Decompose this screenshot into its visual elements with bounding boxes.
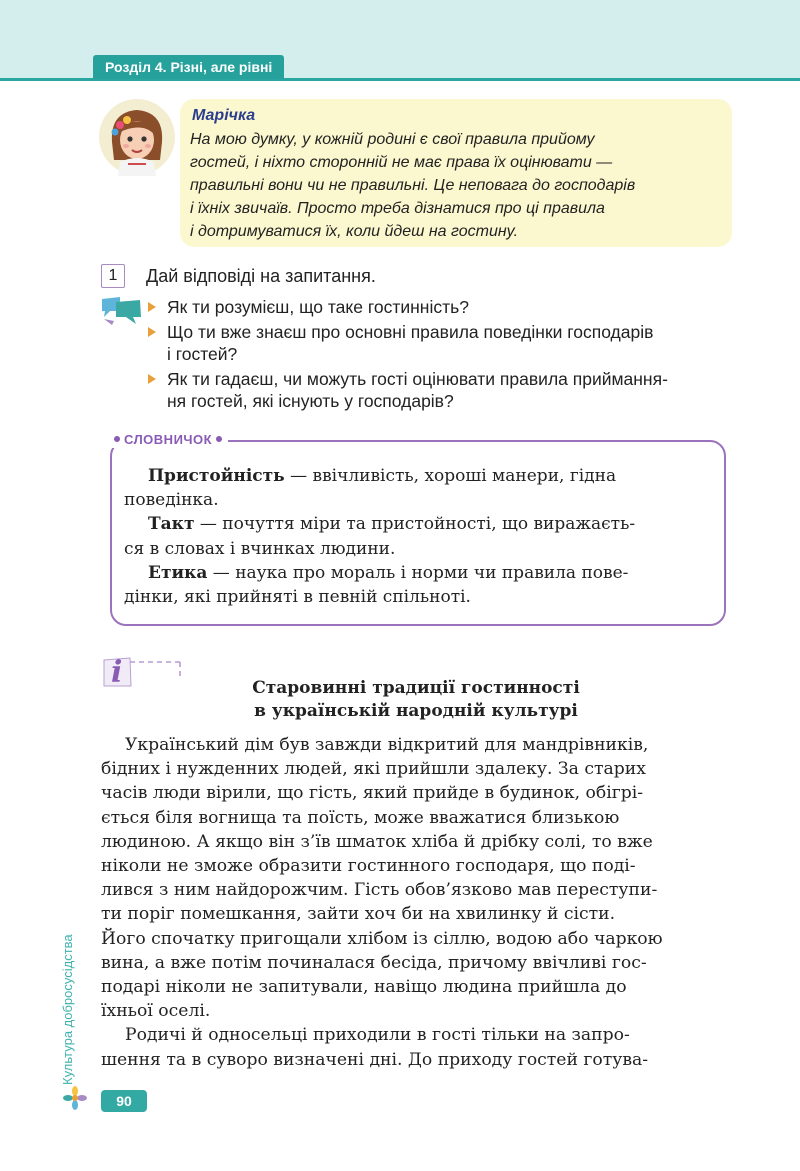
- glossary-definition: ся в словах і вчинках людини.: [124, 538, 396, 559]
- list-item: [148, 296, 738, 319]
- speaker-name: Марічка: [192, 107, 256, 124]
- glossary-term: Такт: [148, 514, 195, 535]
- body-line: людиною. А якщо він з’їв шматок хліба й дрібку солі, то вже: [101, 831, 653, 852]
- article-title-line: в українській народній культурі: [254, 701, 578, 721]
- body-line: Український дім був завжди відкритий для мандрівників,: [125, 735, 649, 755]
- question-line: Що ти вже знаєш про основні правила поведінки господарів: [167, 321, 654, 342]
- speech-line: правильні вони чи не правильні. Це неповага до господарів: [190, 177, 636, 194]
- glossary-definition: — наука про мораль і норми чи правила пове-: [207, 562, 629, 583]
- speech-line: На мою думку, у кожній родині є свої правила прийому: [190, 131, 595, 148]
- dot-icon: [114, 436, 120, 442]
- glossary-term: Пристойність: [148, 466, 285, 486]
- list-item: [148, 368, 738, 413]
- page-number: 90: [101, 1090, 147, 1112]
- girl-avatar-icon: [98, 98, 176, 176]
- body-line: їхньої оселі.: [101, 1001, 211, 1022]
- glossary-header: [104, 430, 228, 448]
- arrow-bullet-icon: [148, 374, 156, 384]
- glossary-definition: — почуття міри та пристойності, що виражаєть-: [194, 514, 636, 535]
- running-title: Культура добросусідства: [60, 934, 75, 1085]
- body-line: вина, а вже потім починалася бесіда, причому ввічливі гос-: [101, 952, 647, 973]
- body-line: ніколи не зможе образити гостинного господаря, що поді-: [101, 856, 636, 877]
- glossary-text: [124, 464, 714, 609]
- speech-text: [190, 128, 720, 243]
- glossary-entry: [124, 464, 714, 488]
- speech-line: гостей, і ніхто сторонній не має права їх оцінювати —: [190, 154, 613, 171]
- glossary-term: Етика: [148, 562, 208, 583]
- section-tab: Розділ 4. Різні, але рівні: [93, 55, 284, 79]
- arrow-bullet-icon: [148, 327, 156, 337]
- glossary-entry: [124, 512, 714, 536]
- question-list: [148, 296, 738, 415]
- body-line: бідних і нужденних людей, які прийшли здалеку. За старих: [101, 759, 646, 780]
- article-body: [101, 733, 741, 1072]
- question-line: Як ти розумієш, що таке гостинність?: [167, 297, 469, 317]
- body-line: Родичі й односельці приходили в гості тільки на запро-: [125, 1025, 630, 1046]
- article-heading: [140, 677, 692, 723]
- speech-line: і їхніх звичаїв. Просто треба дізнатися про ці правила: [190, 200, 605, 217]
- glossary-definition: — ввічливість, хороші манери, гідна: [284, 466, 617, 486]
- list-item: [148, 321, 738, 366]
- glossary-label: СЛОВНИЧОК: [124, 431, 213, 447]
- body-line: Його спочатку пригощали хлібом із сіллю, водою або чаркою: [101, 928, 663, 949]
- dot-icon: [216, 436, 222, 442]
- body-line: ти поріг помешкання, зайти хоч би на хвилинку й сісти.: [101, 904, 616, 925]
- body-line: часів люди вірили, що гість, який прийде в будинок, обігрі-: [101, 783, 644, 804]
- glossary-definition: поведінка.: [124, 490, 219, 511]
- body-line: лився з ним найдорожчим. Гість обов’язково мав переступи-: [101, 880, 658, 901]
- chat-bubbles-icon: [100, 293, 144, 327]
- flower-icon: [63, 1086, 87, 1110]
- task-number: 1: [101, 264, 125, 288]
- question-line: і гостей?: [167, 344, 238, 364]
- body-line: ється біля вогнища та поїсть, може вважатися близькою: [101, 807, 620, 828]
- arrow-bullet-icon: [148, 302, 156, 312]
- question-line: ня гостей, які існують у господарів?: [167, 391, 454, 411]
- body-line: шення та в суворо визначені дні. До приходу гостей готува-: [101, 1049, 649, 1070]
- task-prompt: Дай відповіді на запитання.: [146, 266, 376, 286]
- speech-bubble: [180, 99, 732, 247]
- speech-line: і дотримуватися їх, коли йдеш на гостину.: [190, 223, 519, 240]
- glossary-entry: [124, 561, 714, 585]
- body-line: подарі ніколи не запитували, навіщо людина прийшла до: [101, 977, 627, 998]
- question-line: Як ти гадаєш, чи можуть гості оцінювати правила приймання-: [167, 368, 668, 389]
- article-title-line: Старовинні традиції гостинності: [252, 678, 580, 698]
- svg-text:i: i: [111, 655, 123, 688]
- glossary-definition: дінки, які прийняті в певній спільноті.: [124, 587, 471, 608]
